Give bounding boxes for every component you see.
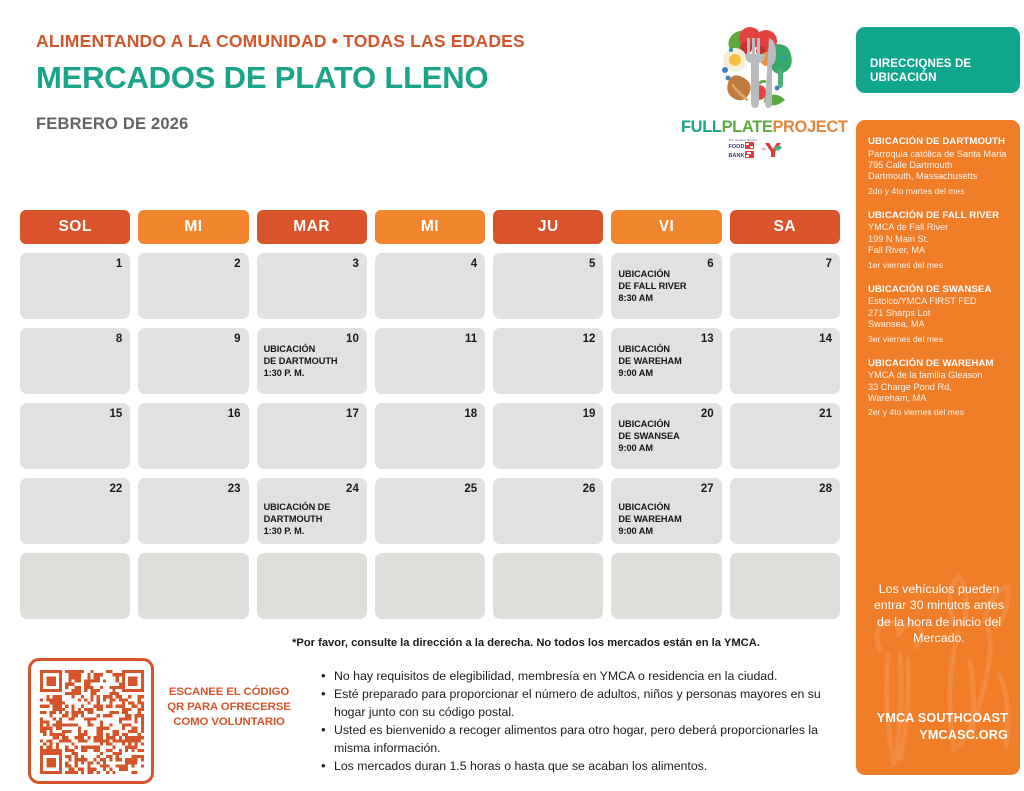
- location-address: [868, 370, 1012, 404]
- day-number: 25: [464, 483, 478, 495]
- market-event-line: DE WAREHAM: [618, 513, 682, 524]
- market-event: [618, 502, 716, 537]
- calendar-day-empty: [257, 553, 367, 619]
- location-name: UBICACIÓN DE DARTMOUTH: [868, 136, 1006, 147]
- calendar-day-19[interactable]: [493, 403, 603, 469]
- logo-word-project: PROJECT: [772, 118, 848, 136]
- eligibility-list: [318, 668, 848, 776]
- calendar-day-11[interactable]: [375, 328, 485, 394]
- day-number: 17: [346, 408, 359, 420]
- location-address-line: 199 N Main St.: [868, 233, 929, 244]
- logo-word-plate: PLATE: [721, 118, 773, 136]
- market-event-line: DE SWANSEA: [618, 430, 680, 441]
- qr-code-frame[interactable]: [28, 658, 154, 784]
- calendar-day-4[interactable]: [375, 253, 485, 319]
- calendar-day-6[interactable]: [611, 253, 721, 319]
- location-address-line: YMCA de la familia Gleason: [868, 370, 983, 381]
- location-entry: [868, 210, 1012, 271]
- calendar-day-empty: [493, 553, 603, 619]
- market-event: [618, 344, 716, 379]
- market-event-line: UBICACIÓN DE: [263, 502, 331, 512]
- day-number: 7: [825, 258, 832, 270]
- calendar-day-28[interactable]: [730, 478, 840, 544]
- day-number: 10: [346, 333, 359, 345]
- plate-of-food-icon: [707, 22, 803, 118]
- calendar-day-10[interactable]: [257, 328, 367, 394]
- market-event-line: 9:00 AM: [618, 442, 653, 453]
- logo-wordmark: [681, 118, 848, 137]
- calendar-day-18[interactable]: [375, 403, 485, 469]
- vehicle-entry-note: Los vehículos pueden entrar 30 minutos antes de la hora de inicio del Mercado.: [873, 582, 1005, 646]
- calendar-day-12[interactable]: [493, 328, 603, 394]
- calendar-day-empty: [20, 553, 130, 619]
- day-number: 20: [700, 408, 714, 420]
- day-number: 23: [227, 483, 241, 495]
- location-address-line: Wareham, MA: [868, 392, 927, 403]
- food-bank-line1: FOOD: [728, 144, 745, 151]
- qr-caption: ESCANEE EL CÓDIGO QR PARA OFRECERSE COMO VOLUNTARIO: [167, 686, 291, 729]
- location-name: UBICACIÓN DE WAREHAM: [868, 357, 994, 369]
- page-title: MERCADOS DE PLATO LLENO: [36, 60, 489, 95]
- market-event-line: 9:00 AM: [618, 525, 653, 536]
- location-schedule: 2do y 4to martes del mes: [868, 185, 965, 196]
- location-address-line: Estoico/YMCA FIRST FED: [868, 296, 977, 307]
- calendar-day-5[interactable]: [493, 253, 603, 319]
- food-bank-flag-icon: [745, 142, 754, 149]
- location-name: UBICACIÓN DE FALL RIVER: [868, 209, 1000, 221]
- day-number: 14: [819, 333, 832, 345]
- partner-logos: [681, 139, 831, 159]
- calendar-weeks: [20, 253, 840, 619]
- eligibility-item: • No hay requisitos de elegibilidad, membresía en YMCA o residencia en la ciudad.: [334, 668, 848, 685]
- day-header-mi-3: MI: [375, 210, 485, 244]
- day-header-vi-5: VI: [611, 210, 721, 244]
- day-number: 1: [115, 258, 123, 270]
- calendar-day-headers: [20, 210, 840, 244]
- day-number: 15: [109, 408, 123, 420]
- calendar-day-7[interactable]: [730, 253, 840, 319]
- day-number: 11: [464, 333, 478, 345]
- market-event: [618, 419, 716, 454]
- day-number: 21: [819, 408, 832, 420]
- calendar-day-23[interactable]: [138, 478, 248, 544]
- calendar-day-9[interactable]: [138, 328, 248, 394]
- day-number: 26: [582, 483, 596, 495]
- location-address-line: 33 Charge Pond Rd,: [868, 381, 952, 392]
- rail-heading-text: DIRECCIQNES DE UBICACIÓN: [870, 57, 972, 85]
- calendar-week-row: [20, 478, 840, 544]
- market-event-line: 9:00 AM: [618, 367, 653, 378]
- market-event-line: DE WAREHAM: [618, 355, 682, 366]
- food-bank-flag2-icon: [745, 151, 754, 158]
- calendar-day-26[interactable]: [493, 478, 603, 544]
- calendar-day-15[interactable]: [20, 403, 130, 469]
- day-number: 28: [819, 483, 832, 495]
- day-number: 4: [470, 258, 478, 270]
- eligibility-item: • Esté preparado para proporcionar el número de adultos, niños y personas mayores en su hogar junto con su código postal.: [334, 686, 848, 721]
- calendar-day-empty: [611, 553, 721, 619]
- volunteer-qr-block: [28, 658, 294, 786]
- calendar-grid: [20, 210, 840, 619]
- market-event-line: UBICACIÓN: [618, 269, 671, 279]
- calendar-day-20[interactable]: [611, 403, 721, 469]
- market-event-line: DE DARTMOUTH: [263, 355, 338, 366]
- day-number: 19: [582, 408, 596, 420]
- location-address: [868, 296, 1012, 330]
- location-address: [868, 222, 1012, 256]
- market-event-line: 8:30 AM: [618, 292, 653, 303]
- ymca-brand-name: YMCA SOUTHCOAST: [876, 711, 1008, 725]
- location-address-line: Parroquia católica de Santa Maria: [868, 148, 1007, 159]
- food-bank-logo: [729, 139, 758, 159]
- day-number: 5: [589, 258, 596, 270]
- market-event-line: UBICACIÓN: [263, 344, 316, 354]
- calendar-day-21[interactable]: [730, 403, 840, 469]
- day-header-sa-6: SA: [730, 210, 840, 244]
- location-list: [868, 136, 1012, 432]
- market-event-line: UBICACIÓN: [618, 344, 671, 354]
- day-header-sol-0: SOL: [20, 210, 130, 244]
- day-header-ju-4: JU: [493, 210, 603, 244]
- calendar-day-empty: [730, 553, 840, 619]
- address-disclaimer: *Por favor, consulte la dirección a la derecha. No todos los mercados están en la YMCA.: [292, 637, 760, 649]
- day-number: 8: [115, 333, 123, 345]
- day-number: 18: [464, 408, 478, 420]
- day-number: 9: [234, 333, 241, 345]
- calendar-week-row: [20, 553, 840, 619]
- food-bank-tagline: The Greater Boston: [728, 138, 758, 142]
- market-event-line: DARTMOUTH: [263, 513, 323, 524]
- market-event: [618, 269, 716, 304]
- location-schedule: 2er y 4to viernes del mes: [868, 407, 965, 418]
- locations-rail: [852, 0, 1024, 791]
- market-event-line: 1:30 P. M.: [263, 525, 305, 536]
- header-kicker: ALIMENTANDO A LA COMUNIDAD • TODAS LAS EDADES: [36, 31, 525, 51]
- ymca-brand-block: [866, 710, 1008, 744]
- location-entry: [868, 136, 1012, 197]
- location-address: [868, 149, 1012, 183]
- location-address-line: YMCA de Fall River: [868, 222, 949, 233]
- calendar-day-14[interactable]: [730, 328, 840, 394]
- logo-word-full: FULL: [681, 118, 722, 136]
- day-number: 22: [109, 483, 123, 495]
- calendar-week-row: [20, 328, 840, 394]
- ymca-logo-icon: [761, 141, 783, 157]
- location-name: UBICACIÓN DE SWANSEA: [868, 283, 992, 295]
- rail-heading-badge: [856, 27, 1020, 93]
- calendar-day-16[interactable]: [138, 403, 248, 469]
- calendar-day-27[interactable]: [611, 478, 721, 544]
- calendar-day-24[interactable]: [257, 478, 367, 544]
- day-number: 27: [700, 483, 714, 495]
- calendar-day-3[interactable]: [257, 253, 367, 319]
- calendar-day-empty: [138, 553, 248, 619]
- calendar-day-1[interactable]: [20, 253, 130, 319]
- market-event: [264, 502, 362, 537]
- day-number: 16: [227, 408, 241, 420]
- month-label: FEBRERO DE 2026: [36, 115, 189, 133]
- location-entry: [868, 284, 1012, 345]
- calendar-day-8[interactable]: [20, 328, 130, 394]
- location-entry: [868, 358, 1012, 419]
- market-event-line: DE FALL RIVER: [618, 280, 687, 291]
- full-plate-project-logo: [681, 22, 848, 162]
- location-address-line: 795 Calle Dartmouth: [868, 159, 953, 170]
- day-number: 13: [700, 333, 714, 345]
- location-address-line: Swansea, MA: [868, 319, 925, 330]
- calendar-day-2[interactable]: [138, 253, 248, 319]
- rail-body: [856, 120, 1020, 775]
- ymca-brand-url[interactable]: YMCASC.ORG: [919, 728, 1008, 743]
- market-event-line: UBICACIÓN: [618, 419, 671, 429]
- day-number: 2: [234, 258, 241, 270]
- location-address-line: Fall River, MA: [868, 245, 926, 256]
- calendar-day-25[interactable]: [375, 478, 485, 544]
- day-number: 6: [707, 258, 714, 270]
- calendar-day-22[interactable]: [20, 478, 130, 544]
- food-bank-line2: BANK: [728, 152, 745, 159]
- day-number: 3: [352, 258, 359, 270]
- eligibility-notes: [318, 668, 848, 777]
- eligibility-item: • Usted es bienvenido a recoger alimentos para otro hogar, pero deberá proporcionarles la misma información.: [334, 722, 848, 757]
- day-number: 12: [582, 333, 596, 345]
- market-event-line: UBICACIÓN: [618, 502, 671, 512]
- location-schedule: 1er viernes del mes: [868, 259, 943, 270]
- qr-code-icon[interactable]: [40, 670, 144, 774]
- day-header-mar-2: MAR: [257, 210, 367, 244]
- calendar-day-empty: [375, 553, 485, 619]
- market-event: [264, 344, 362, 379]
- day-number: 24: [346, 483, 359, 495]
- eligibility-item: • Los mercados duran 1.5 horas o hasta que se acaban los alimentos.: [334, 758, 848, 775]
- location-address-line: 271 Sharps Lot: [868, 307, 931, 318]
- calendar-day-17[interactable]: [257, 403, 367, 469]
- market-event-line: 1:30 P. M.: [263, 367, 305, 378]
- day-header-mi-1: MI: [138, 210, 248, 244]
- calendar-week-row: [20, 253, 840, 319]
- location-schedule: 3er viernes del mes: [868, 333, 943, 344]
- calendar-week-row: [20, 403, 840, 469]
- location-address-line: Dartmouth, Massachusetts: [868, 171, 978, 182]
- calendar-day-13[interactable]: [611, 328, 721, 394]
